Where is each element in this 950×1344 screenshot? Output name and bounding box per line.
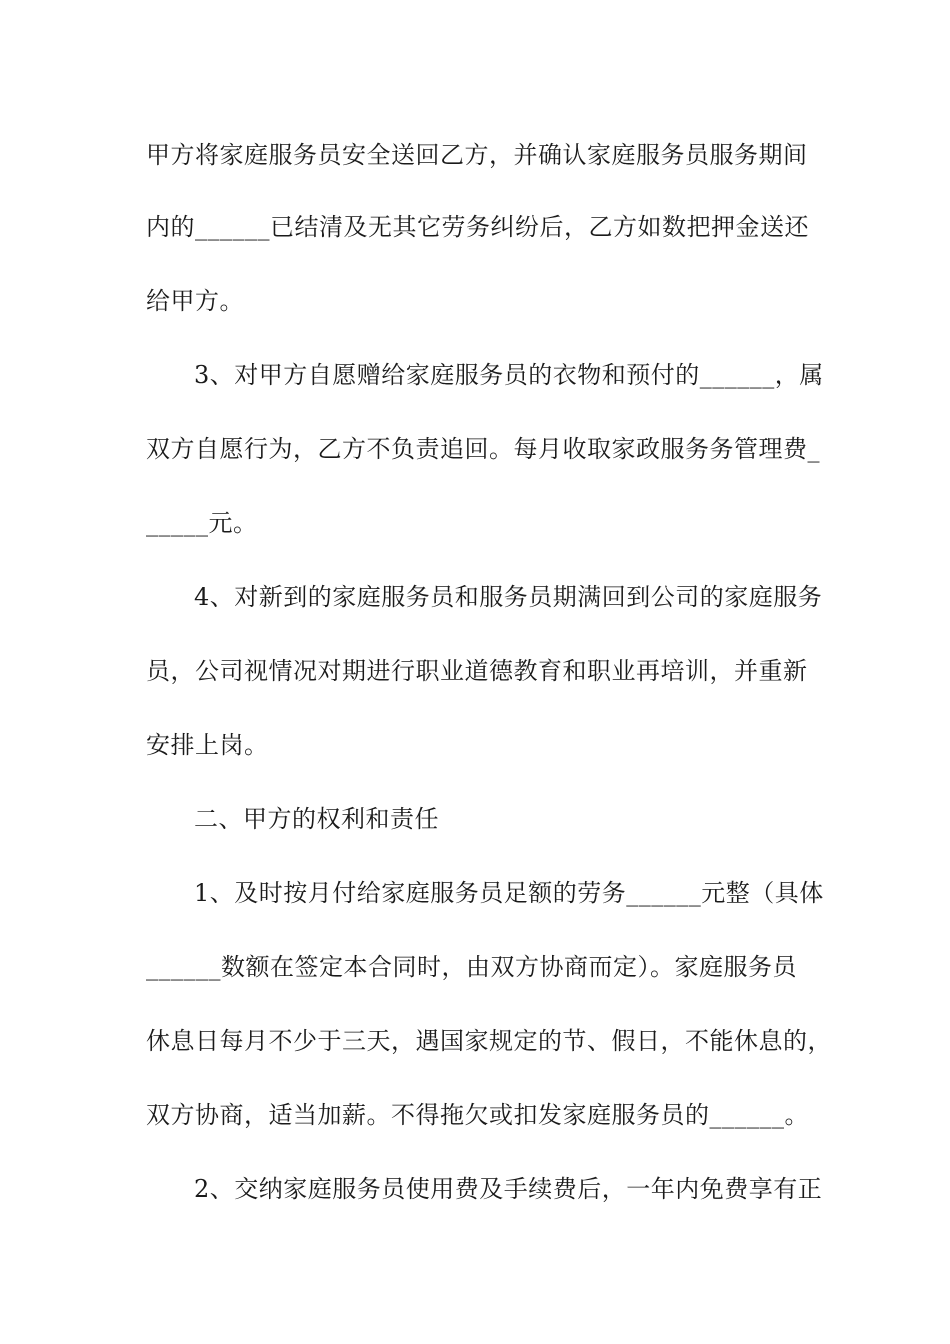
section-heading: 二、甲方的权利和责任 [194, 805, 439, 833]
text-line: 内的______已结清及无其它劳务纠纷后，乙方如数把押金送还 [146, 213, 809, 241]
text-line: ______数额在签定本合同时，由双方协商而定）。家庭服务员 [146, 953, 797, 981]
text-line: 员，公司视情况对期进行职业道德教育和职业再培训，并重新 [146, 657, 808, 685]
text-line: 安排上岗。 [146, 731, 269, 759]
text-line: 双方协商，适当加薪。不得拖欠或扣发家庭服务员的______。 [146, 1101, 809, 1129]
text-line: 双方自愿行为，乙方不负责追回。每月收取家政服务务管理费_ [146, 435, 820, 463]
text-line: _____元。 [146, 509, 258, 537]
text-line: 1、及时按月付给家庭服务员足额的劳务______元整（具体 [194, 879, 824, 907]
text-line: 3、对甲方自愿赠给家庭服务员的衣物和预付的______，属 [194, 361, 824, 389]
text-line: 给甲方。 [146, 287, 244, 315]
text-line: 2、交纳家庭服务员使用费及手续费后，一年内免费享有正 [194, 1175, 823, 1203]
text-line: 4、对新到的家庭服务员和服务员期满回到公司的家庭服务 [194, 583, 823, 611]
text-line: 休息日每月不少于三天，遇国家规定的节、假日，不能休息的， [146, 1027, 832, 1055]
text-line: 甲方将家庭服务员安全送回乙方，并确认家庭服务员服务期间 [146, 141, 808, 169]
